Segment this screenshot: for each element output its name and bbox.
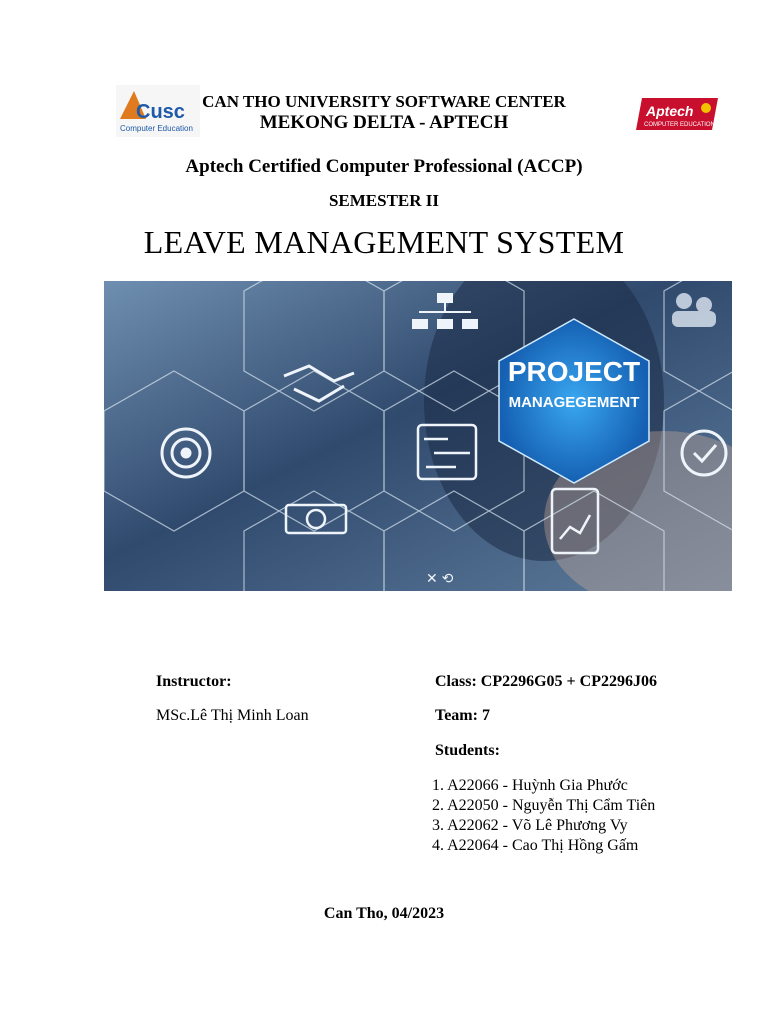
class-info: Class: CP2296G05 + CP2296J06 <box>435 673 657 690</box>
place-date: Can Tho, 04/2023 <box>323 905 445 922</box>
student-item: 4. A22064 - Cao Thị Hồng Gấm <box>432 837 639 854</box>
svg-text:✕ ⟲: ✕ ⟲ <box>426 570 454 586</box>
university-name: CAN THO UNIVERSITY SOFTWARE CENTER <box>202 92 566 111</box>
aptech-logo <box>636 96 720 138</box>
cusc-tagline: Computer Education <box>120 124 193 133</box>
semester-label: SEMESTER II <box>328 191 440 210</box>
hero-image <box>104 281 732 591</box>
student-item: 1. A22066 - Huỳnh Gia Phước <box>432 777 628 794</box>
center-name: MEKONG DELTA - APTECH <box>259 112 509 133</box>
instructor-name: MSc.Lê Thị Minh Loan <box>156 707 309 724</box>
cusc-brand-text: Cusc <box>136 101 185 123</box>
program-name: Aptech Certified Computer Professional (ACCP) <box>185 156 583 177</box>
student-item: 2. A22050 - Nguyễn Thị Cẩm Tiên <box>432 797 656 814</box>
students-label: Students: <box>435 742 500 759</box>
document-title: LEAVE MANAGEMENT SYSTEM <box>143 224 625 260</box>
aptech-tagline: COMPUTER EDUCATION <box>644 122 715 128</box>
hero-headline-management: MANAGEGEMENT <box>508 394 640 411</box>
instructor-label: Instructor: <box>156 673 232 690</box>
student-list <box>432 776 655 856</box>
aptech-brand-text: Aptech <box>646 103 694 119</box>
hero-headline-project: PROJECT <box>507 356 641 387</box>
student-item: 3. A22062 - Võ Lê Phương Vy <box>432 817 628 834</box>
strategy-icon <box>426 570 454 586</box>
team-info: Team: 7 <box>435 707 490 724</box>
